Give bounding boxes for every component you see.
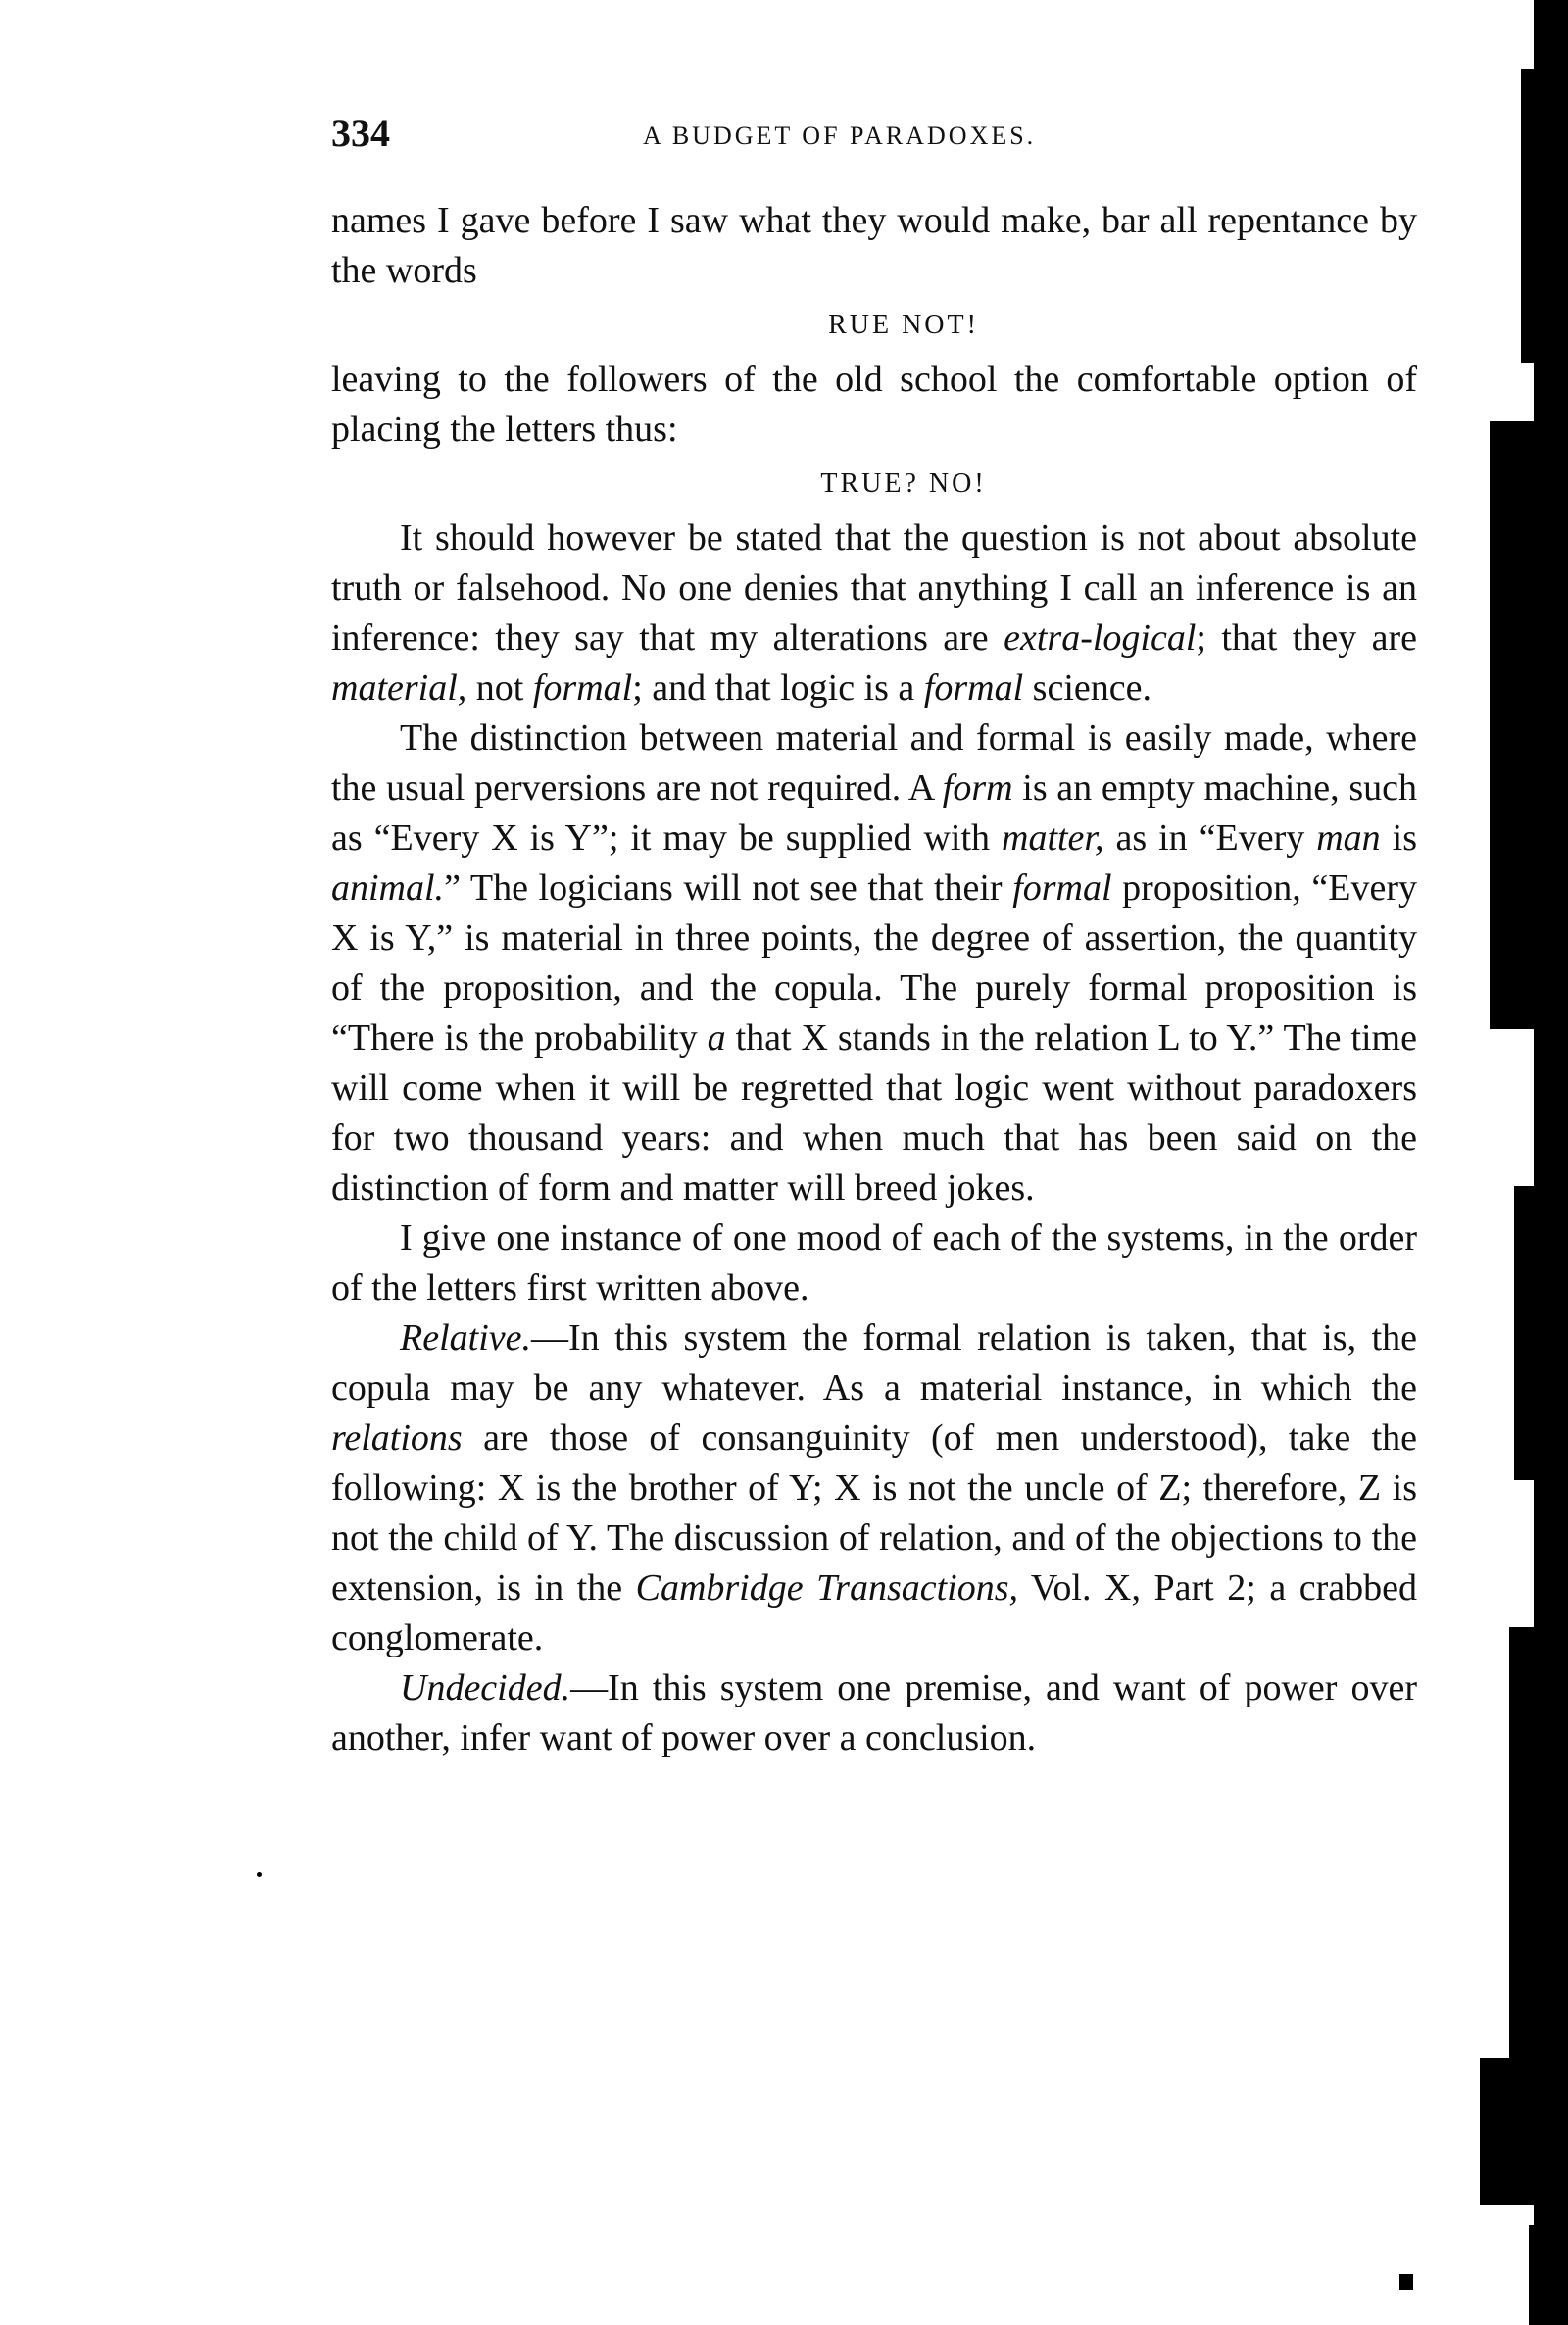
page-number: 334 — [331, 111, 390, 155]
italic-run: formal — [923, 668, 1024, 709]
italic-run: formal — [1012, 867, 1112, 909]
scan-speck — [1399, 2274, 1413, 2290]
paragraph-6 — [331, 1313, 1417, 1663]
text-run: ; that they are — [1196, 618, 1417, 659]
scan-edge-shadow — [1480, 2058, 1539, 2205]
text-run: is an empty machine, such as “Every X is Y”; it may be supplied with — [331, 767, 1418, 859]
italic-run: man — [1316, 817, 1381, 859]
text-run: It should however be stated that the question is not about absolute truth or falsehood. No one denies that anything I call an inference is an inference: they say that my alterations are — [331, 518, 1417, 659]
centered-phrase-rue-not: RUE NOT! — [828, 310, 979, 340]
text-run: The distinction between material and formal is easily made, where the usual perversions are not required. A — [331, 717, 1417, 809]
italic-run: Cambridge Transactions, — [635, 1567, 1019, 1608]
text-run: science. — [1023, 668, 1152, 709]
text-run: is — [1380, 817, 1417, 859]
page-header — [331, 110, 1419, 169]
centered-phrase-true-no: TRUE? NO! — [820, 469, 987, 499]
body-text — [331, 196, 1417, 1763]
scan-edge-shadow — [1534, 0, 1568, 2325]
scan-speck — [257, 1872, 262, 1877]
text-run: are those of consanguinity (of men understood), take the following: X is the brother of Y; X is not the uncle of Z; therefore, Z is not the child of Y. The discussion of relation, and of the objections to the extension, is in the — [331, 1417, 1417, 1608]
italic-run: Undecided. — [400, 1667, 571, 1708]
scan-edge-shadow — [1490, 421, 1539, 1029]
text-run: Vol. X, Part 2; a crabbed conglomerate. — [331, 1567, 1417, 1658]
running-head: A BUDGET OF PARADOXES. — [643, 122, 1037, 150]
text-run: as in “Every — [1103, 817, 1317, 859]
italic-run: material, — [331, 668, 467, 709]
text-run: ” The logicians will not see that their — [444, 867, 1013, 909]
italic-run: animal. — [331, 867, 445, 909]
italic-run: extra-logical — [1004, 618, 1197, 659]
text-run: —In this system one premise, and want of power over another, infer want of power over a conclusion. — [331, 1667, 1417, 1758]
text-run: ; and that logic is a — [632, 668, 924, 709]
paragraph-4 — [331, 714, 1417, 1213]
italic-run: form — [942, 767, 1013, 809]
text-run: not — [466, 668, 533, 709]
paragraph-7 — [331, 1663, 1417, 1763]
italic-run: Relative. — [400, 1317, 531, 1359]
paragraph-3 — [331, 514, 1417, 714]
italic-run: a — [707, 1017, 726, 1059]
paragraph-2: leaving to the followers of the old school the comfortable option of placing the letters thus: — [331, 359, 1417, 450]
italic-run: relations — [331, 1417, 463, 1459]
italic-run: formal — [532, 668, 633, 709]
text-run: —In this system the formal relation is taken, that is, the copula may be any whatever. As a material instance, in which the — [331, 1317, 1417, 1409]
text-run: proposition, “Every X is Y,” is material in three points, the degree of assertion, the quantity of the proposition, and the copula. The purely formal proposition is “There is the probability — [331, 867, 1417, 1059]
paragraph-5: I give one instance of one mood of each of the systems, in the order of the letters first written above. — [331, 1217, 1417, 1309]
scan-edge-shadow — [1529, 2225, 1541, 2325]
text-run: that X stands in the relation L to Y.” The time will come when it will be regretted that logic went without paradoxers for two thousand years: and when much that has been said on the distinction of form and matter will breed jokes. — [331, 1017, 1417, 1209]
paragraph-1: names I gave before I saw what they would make, bar all repentance by the words — [331, 200, 1417, 291]
italic-run: matter, — [1002, 817, 1104, 859]
